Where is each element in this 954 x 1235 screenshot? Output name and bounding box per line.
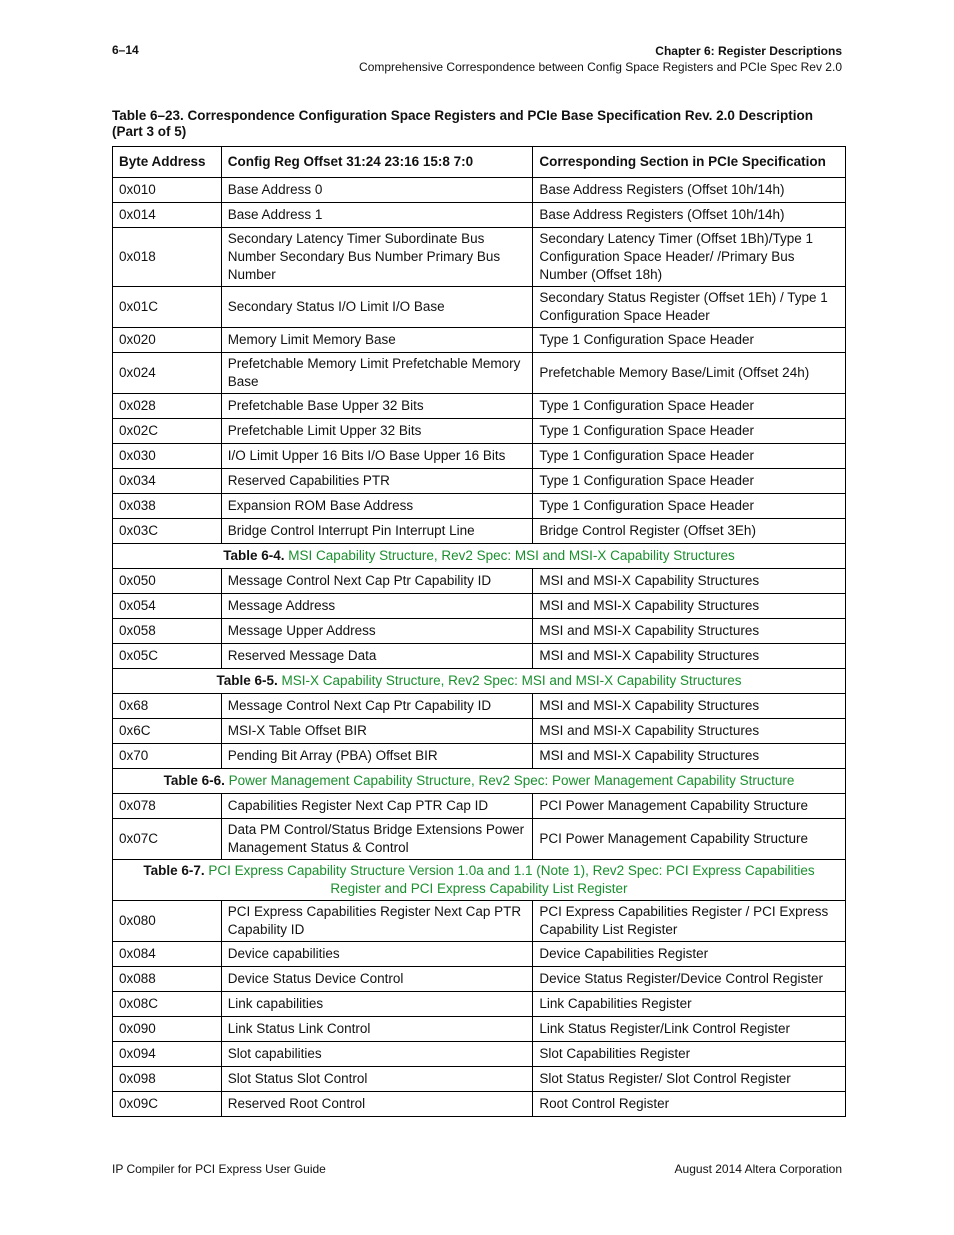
config-reg-offset-cell: Base Address 1: [221, 203, 533, 228]
config-reg-offset-cell: Link capabilities: [221, 992, 533, 1017]
table-row: [113, 353, 846, 394]
pcie-section-cell: MSI and MSI-X Capability Structures: [533, 644, 846, 669]
table-row: [113, 794, 846, 819]
byte-address-cell: 0x054: [113, 594, 222, 619]
pcie-section-cell: Prefetchable Memory Base/Limit (Offset 24h): [533, 353, 846, 394]
byte-address-cell: 0x024: [113, 353, 222, 394]
byte-address-cell: 0x03C: [113, 519, 222, 544]
table-row: [113, 694, 846, 719]
chapter-title: Chapter 6: Register Descriptions: [655, 44, 842, 58]
section-subtitle: Comprehensive Correspondence between Config Space Registers and PCIe Spec Rev 2.0: [359, 60, 842, 74]
byte-address-cell: 0x088: [113, 967, 222, 992]
table-row: [113, 287, 846, 328]
byte-address-cell: 0x084: [113, 942, 222, 967]
byte-address-cell: 0x098: [113, 1067, 222, 1092]
config-reg-offset-cell: Secondary Status I/O Limit I/O Base: [221, 287, 533, 328]
section-table-ref: Table 6-7.: [143, 863, 205, 878]
pcie-section-cell: PCI Power Management Capability Structure: [533, 794, 846, 819]
section-link[interactable]: Power Management Capability Structure, Rev2 Spec: Power Management Capability Structure: [228, 773, 795, 788]
pcie-section-cell: MSI and MSI-X Capability Structures: [533, 694, 846, 719]
table-row: [113, 469, 846, 494]
byte-address-cell: 0x094: [113, 1042, 222, 1067]
byte-address-cell: 0x6C: [113, 719, 222, 744]
config-reg-offset-cell: Message Control Next Cap Ptr Capability ID: [221, 569, 533, 594]
config-reg-offset-cell: Base Address 0: [221, 178, 533, 203]
table-row: [113, 494, 846, 519]
pcie-section-cell: Base Address Registers (Offset 10h/14h): [533, 203, 846, 228]
register-table: [112, 146, 846, 1117]
section-row: [113, 669, 846, 694]
byte-address-cell: 0x014: [113, 203, 222, 228]
pcie-section-cell: PCI Express Capabilities Register / PCI Express Capability List Register: [533, 901, 846, 942]
config-reg-offset-cell: Message Control Next Cap Ptr Capability ID: [221, 694, 533, 719]
pcie-section-cell: Type 1 Configuration Space Header: [533, 328, 846, 353]
pcie-section-cell: Base Address Registers (Offset 10h/14h): [533, 178, 846, 203]
pcie-section-cell: MSI and MSI-X Capability Structures: [533, 619, 846, 644]
table-row: [113, 444, 846, 469]
table-row: [113, 1092, 846, 1117]
header-pcie-section: Corresponding Section in PCIe Specification: [533, 147, 846, 178]
table-row: [113, 901, 846, 942]
byte-address-cell: 0x02C: [113, 419, 222, 444]
pcie-section-cell: Slot Status Register/ Slot Control Register: [533, 1067, 846, 1092]
section-cell: [113, 860, 846, 901]
byte-address-cell: 0x058: [113, 619, 222, 644]
table-row: [113, 744, 846, 769]
table-row: [113, 594, 846, 619]
table-row: [113, 619, 846, 644]
byte-address-cell: 0x70: [113, 744, 222, 769]
pcie-section-cell: Device Status Register/Device Control Register: [533, 967, 846, 992]
section-cell: [113, 669, 846, 694]
pcie-section-cell: Type 1 Configuration Space Header: [533, 444, 846, 469]
pcie-section-cell: Type 1 Configuration Space Header: [533, 419, 846, 444]
pcie-section-cell: PCI Power Management Capability Structure: [533, 819, 846, 860]
pcie-section-cell: MSI and MSI-X Capability Structures: [533, 744, 846, 769]
config-reg-offset-cell: Reserved Capabilities PTR: [221, 469, 533, 494]
byte-address-cell: 0x09C: [113, 1092, 222, 1117]
table-row: [113, 819, 846, 860]
config-reg-offset-cell: PCI Express Capabilities Register Next Cap PTR Capability ID: [221, 901, 533, 942]
byte-address-cell: 0x090: [113, 1017, 222, 1042]
config-reg-offset-cell: Message Upper Address: [221, 619, 533, 644]
byte-address-cell: 0x034: [113, 469, 222, 494]
pcie-section-cell: Bridge Control Register (Offset 3Eh): [533, 519, 846, 544]
config-reg-offset-cell: Capabilities Register Next Cap PTR Cap ID: [221, 794, 533, 819]
table-row: [113, 519, 846, 544]
footer-date-company: August 2014 Altera Corporation: [674, 1162, 842, 1176]
byte-address-cell: 0x010: [113, 178, 222, 203]
table-row: [113, 992, 846, 1017]
config-reg-offset-cell: Reserved Root Control: [221, 1092, 533, 1117]
config-reg-offset-cell: Prefetchable Memory Limit Prefetchable Memory Base: [221, 353, 533, 394]
table-row: [113, 967, 846, 992]
table-header-row: [113, 147, 846, 178]
table-row: [113, 719, 846, 744]
config-reg-offset-cell: Link Status Link Control: [221, 1017, 533, 1042]
section-link[interactable]: MSI Capability Structure, Rev2 Spec: MSI and MSI-X Capability Structures: [288, 548, 735, 563]
config-reg-offset-cell: Prefetchable Limit Upper 32 Bits: [221, 419, 533, 444]
config-reg-offset-cell: MSI-X Table Offset BIR: [221, 719, 533, 744]
section-row: [113, 769, 846, 794]
byte-address-cell: 0x078: [113, 794, 222, 819]
byte-address-cell: 0x05C: [113, 644, 222, 669]
table-caption: Table 6–23. Correspondence Configuration Space Registers and PCIe Base Specification Rev. 2.0 Description (Part 3 of 5): [112, 108, 813, 139]
pcie-section-cell: MSI and MSI-X Capability Structures: [533, 569, 846, 594]
config-reg-offset-cell: Device Status Device Control: [221, 967, 533, 992]
byte-address-cell: 0x68: [113, 694, 222, 719]
config-reg-offset-cell: Pending Bit Array (PBA) Offset BIR: [221, 744, 533, 769]
footer-guide-title: IP Compiler for PCI Express User Guide: [112, 1162, 326, 1176]
table-row: [113, 1042, 846, 1067]
section-link[interactable]: MSI-X Capability Structure, Rev2 Spec: MSI and MSI-X Capability Structures: [281, 673, 742, 688]
config-reg-offset-cell: Bridge Control Interrupt Pin Interrupt Line: [221, 519, 533, 544]
table-row: [113, 328, 846, 353]
config-reg-offset-cell: I/O Limit Upper 16 Bits I/O Base Upper 16 Bits: [221, 444, 533, 469]
pcie-section-cell: Link Capabilities Register: [533, 992, 846, 1017]
config-reg-offset-cell: Slot Status Slot Control: [221, 1067, 533, 1092]
page-number: 6–14: [112, 43, 139, 57]
section-table-ref: Table 6-4.: [223, 548, 285, 563]
byte-address-cell: 0x028: [113, 394, 222, 419]
table-row: [113, 178, 846, 203]
section-table-ref: Table 6-5.: [216, 673, 278, 688]
pcie-section-cell: MSI and MSI-X Capability Structures: [533, 594, 846, 619]
pcie-section-cell: Device Capabilities Register: [533, 942, 846, 967]
table-row: [113, 1067, 846, 1092]
running-header: [359, 43, 842, 75]
pcie-section-cell: Secondary Status Register (Offset 1Eh) / Type 1 Configuration Space Header: [533, 287, 846, 328]
pcie-section-cell: Secondary Latency Timer (Offset 1Bh)/Type 1 Configuration Space Header/ /Primary Bus Number (Offset 18h): [533, 228, 846, 287]
table-row: [113, 569, 846, 594]
header-config-reg-offset: Config Reg Offset 31:24 23:16 15:8 7:0: [221, 147, 533, 178]
pcie-section-cell: Type 1 Configuration Space Header: [533, 394, 846, 419]
byte-address-cell: 0x01C: [113, 287, 222, 328]
section-table-ref: Table 6-6.: [163, 773, 225, 788]
table-row: [113, 419, 846, 444]
config-reg-offset-cell: Message Address: [221, 594, 533, 619]
table-row: [113, 1017, 846, 1042]
config-reg-offset-cell: Data PM Control/Status Bridge Extensions Power Management Status & Control: [221, 819, 533, 860]
section-cell: [113, 769, 846, 794]
pcie-section-cell: Root Control Register: [533, 1092, 846, 1117]
config-reg-offset-cell: Memory Limit Memory Base: [221, 328, 533, 353]
byte-address-cell: 0x030: [113, 444, 222, 469]
config-reg-offset-cell: Prefetchable Base Upper 32 Bits: [221, 394, 533, 419]
byte-address-cell: 0x038: [113, 494, 222, 519]
pcie-section-cell: Type 1 Configuration Space Header: [533, 469, 846, 494]
byte-address-cell: 0x08C: [113, 992, 222, 1017]
pcie-section-cell: Link Status Register/Link Control Register: [533, 1017, 846, 1042]
table-row: [113, 394, 846, 419]
header-byte-address: Byte Address: [113, 147, 222, 178]
table-row: [113, 942, 846, 967]
pcie-section-cell: MSI and MSI-X Capability Structures: [533, 719, 846, 744]
config-reg-offset-cell: Secondary Latency Timer Subordinate Bus Number Secondary Bus Number Primary Bus Number: [221, 228, 533, 287]
byte-address-cell: 0x018: [113, 228, 222, 287]
table-row: [113, 228, 846, 287]
table-row: [113, 644, 846, 669]
config-reg-offset-cell: Device capabilities: [221, 942, 533, 967]
byte-address-cell: 0x080: [113, 901, 222, 942]
config-reg-offset-cell: Expansion ROM Base Address: [221, 494, 533, 519]
section-cell: [113, 544, 846, 569]
pcie-section-cell: Type 1 Configuration Space Header: [533, 494, 846, 519]
table-row: [113, 203, 846, 228]
table-body: [113, 178, 846, 1117]
byte-address-cell: 0x050: [113, 569, 222, 594]
byte-address-cell: 0x020: [113, 328, 222, 353]
config-reg-offset-cell: Slot capabilities: [221, 1042, 533, 1067]
section-link[interactable]: PCI Express Capability Structure Version 1.0a and 1.1 (Note 1), Rev2 Spec: PCI Express Capabilities Register and PCI Express Capability List Register: [208, 863, 815, 896]
section-row: [113, 544, 846, 569]
byte-address-cell: 0x07C: [113, 819, 222, 860]
section-row: [113, 860, 846, 901]
config-reg-offset-cell: Reserved Message Data: [221, 644, 533, 669]
pcie-section-cell: Slot Capabilities Register: [533, 1042, 846, 1067]
